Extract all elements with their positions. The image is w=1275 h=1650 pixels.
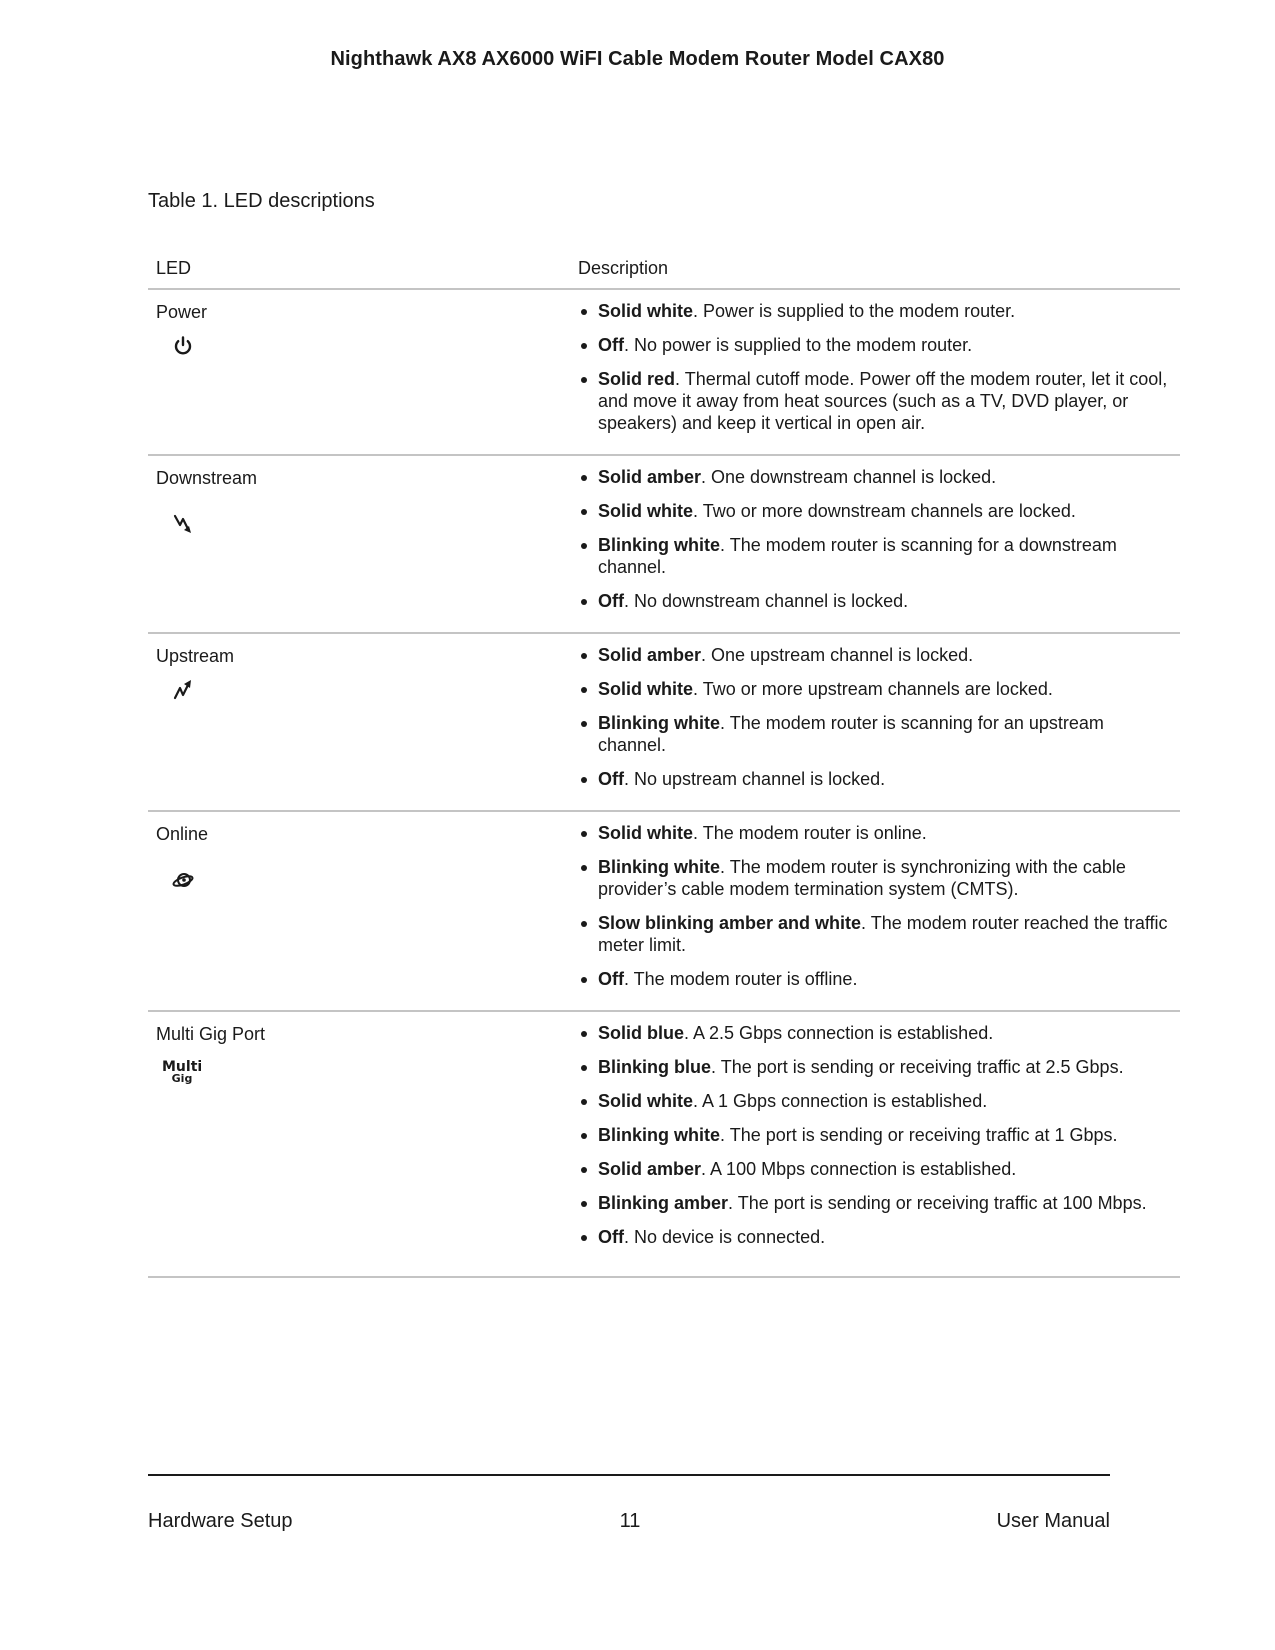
state-term: Solid white [598,301,694,321]
state-text: . The modem router reached the traffic meter limit. [598,913,1168,955]
table-row-power [148,289,1180,455]
description-cell [578,455,1180,633]
state-term: Solid amber [598,1159,702,1179]
led-cell [148,455,578,633]
description-list [578,822,1172,990]
power-icon [170,333,196,359]
state-term: Blinking white [598,713,721,733]
state-text: . Two or more downstream channels are locked. [693,501,1076,521]
state-term: Blinking white [598,1125,721,1145]
led-cell [148,811,578,1011]
state-text: . Thermal cutoff mode. Power off the modem router, let it cool, and move it away from heat sources (such as a TV, DVD player, or speakers) and keep it vertical in open air. [598,369,1168,433]
led-name: Upstream [156,646,235,666]
footer-section-name: Hardware Setup [148,1510,293,1532]
state-term: Off [598,769,624,789]
footer-document-type: User Manual [996,1510,1110,1532]
state-text: . The port is sending or receiving traffic at 1 Gbps. [720,1125,1118,1145]
list-item [578,500,1172,522]
table-caption: Table 1. LED descriptions [148,190,375,212]
list-item [578,768,1172,790]
description-cell [578,1011,1180,1277]
multi-gig-icon [162,1061,202,1085]
state-term: Solid white [598,679,694,699]
column-header-description: Description [578,250,1180,289]
state-term: Off [598,591,624,611]
state-term: Solid white [598,1091,694,1111]
list-item [578,1158,1172,1180]
state-term: Off [598,335,624,355]
upstream-arrow-icon [170,677,196,703]
downstream-arrow-icon [170,511,196,537]
state-term: Solid blue [598,1023,685,1043]
state-text: . The modem router is online. [693,823,927,843]
led-cell [148,1011,578,1277]
list-item [578,1090,1172,1112]
list-item [578,534,1172,578]
list-item [578,334,1172,356]
table-row-online [148,811,1180,1011]
state-text: . The modem router is offline. [624,969,858,989]
led-name: Multi Gig Port [156,1024,266,1044]
state-text: . The port is sending or receiving traffic at 100 Mbps. [728,1193,1147,1213]
list-item [578,590,1172,612]
state-text: . A 100 Mbps connection is established. [701,1159,1017,1179]
list-item [578,712,1172,756]
state-text: . The port is sending or receiving traffic at 2.5 Gbps. [711,1057,1124,1077]
state-text: . The modem router is scanning for a downstream channel. [598,535,1117,577]
table-header-row [148,250,1180,289]
state-term: Blinking white [598,857,721,877]
state-text: . No power is supplied to the modem router. [624,335,973,355]
multi-gig-icon-bottom-text: Gig [171,1072,193,1085]
state-term: Slow blinking amber and white [598,913,862,933]
led-cell [148,633,578,811]
list-item [578,644,1172,666]
state-text: . One downstream channel is locked. [701,467,997,487]
state-text: . A 2.5 Gbps connection is established. [684,1023,994,1043]
table-row-upstream [148,633,1180,811]
state-term: Solid amber [598,467,702,487]
list-item [578,1226,1172,1248]
state-text: . A 1 Gbps connection is established. [693,1091,988,1111]
state-text: . Power is supplied to the modem router. [693,301,1016,321]
description-list [578,1022,1172,1248]
state-text: . The modem router is synchronizing with the cable provider’s cable modem termination system (CMTS). [598,857,1126,899]
list-item [578,1056,1172,1078]
state-term: Solid white [598,501,694,521]
list-item [578,1124,1172,1146]
list-item [578,466,1172,488]
list-item [578,1022,1172,1044]
led-cell [148,289,578,455]
led-descriptions-table [148,250,1180,1278]
list-item [578,968,1172,990]
description-cell [578,633,1180,811]
state-term: Solid red [598,369,676,389]
state-term: Solid white [598,823,694,843]
column-header-led: LED [148,250,578,289]
description-list [578,466,1172,612]
state-term: Blinking amber [598,1193,729,1213]
table-row-multi-gig-port [148,1011,1180,1277]
list-item [578,1192,1172,1214]
footer-page-number: 11 [619,1510,641,1532]
state-term: Solid amber [598,645,702,665]
state-text: . Two or more upstream channels are locked. [693,679,1053,699]
footer-divider [148,1474,1110,1476]
document-header-title: Nighthawk AX8 AX6000 WiFI Cable Modem Router Model CAX80 [330,48,945,70]
description-cell [578,289,1180,455]
online-globe-icon [170,867,196,893]
description-list [578,300,1172,434]
multi-gig-icon-top-text: Multi [162,1059,203,1075]
state-term: Blinking blue [598,1057,712,1077]
list-item [578,856,1172,900]
led-name: Downstream [156,468,258,488]
description-cell [578,811,1180,1011]
state-term: Off [598,1227,624,1247]
list-item [578,912,1172,956]
list-item [578,822,1172,844]
description-list [578,644,1172,790]
state-term: Off [598,969,624,989]
state-text: . No upstream channel is locked. [624,769,886,789]
list-item [578,300,1172,322]
list-item [578,368,1172,434]
state-text: . No device is connected. [624,1227,826,1247]
state-text: . No downstream channel is locked. [624,591,909,611]
state-term: Blinking white [598,535,721,555]
table-row-downstream [148,455,1180,633]
led-name: Power [156,302,208,322]
state-text: . The modem router is scanning for an upstream channel. [598,713,1104,755]
state-text: . One upstream channel is locked. [701,645,974,665]
led-name: Online [156,824,209,844]
list-item [578,678,1172,700]
